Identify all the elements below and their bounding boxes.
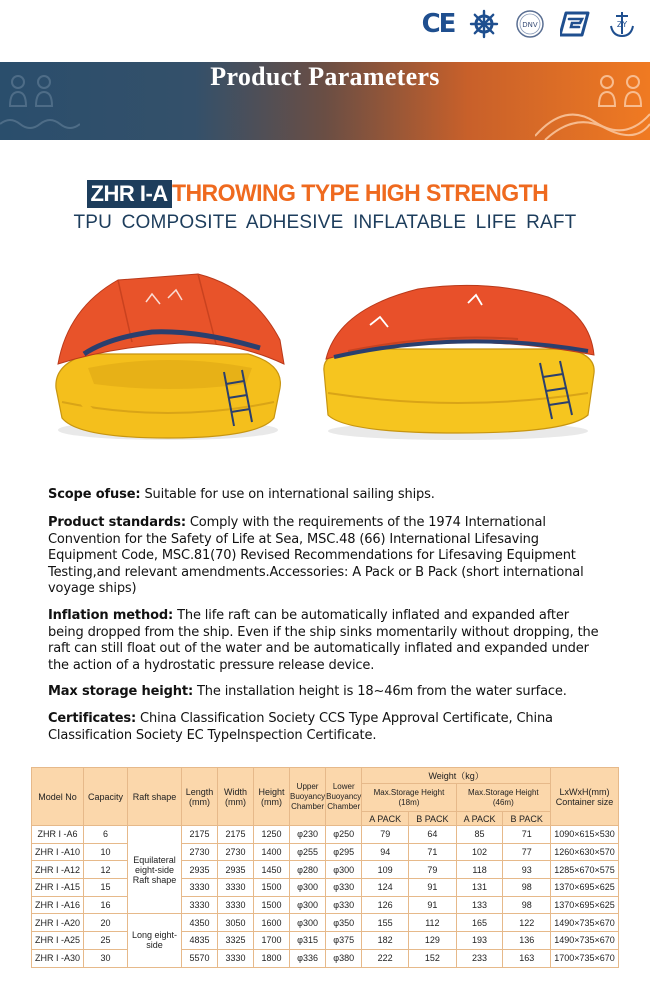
spec-certificates-label: Certificates: [48,711,137,726]
cell-a46: 102 [456,843,503,861]
product-headline [0,180,650,208]
cell-height: 1250 [254,826,290,844]
header-upper-chamber: Upper Buoyancy Chamber [290,768,326,826]
cell-a46: 85 [456,826,503,844]
cell-model: ZHR I -A10 [32,843,84,861]
cell-upper: φ280 [290,861,326,879]
spec-standards-label: Product standards: [48,515,186,530]
cell-b18: 64 [409,826,457,844]
cell-capacity: 16 [84,896,128,914]
cell-height: 1800 [254,949,290,967]
cell-lower: φ350 [326,914,362,932]
spec-scope-label: Scope ofuse: [48,487,141,502]
cell-b46: 98 [503,896,551,914]
header-a-pack-46: A PACK [456,812,503,826]
header-lower-chamber: Lower Buoyancy Chamber [326,768,362,826]
cell-b18: 91 [409,879,457,897]
cell-dims: 1285×670×575 [551,861,619,879]
table-row [32,896,619,914]
cell-dims: 1090×615×530 [551,826,619,844]
spec-standards-text: Comply with the requirements of the 1974 International Convention for the Safety of Life at Sea, MSC.48 (66) International Lifesaving Equipment Code, MSC.81(70) Revised Recommendations for Lifesaving Equipment Testing,and relevant amendments.Accessories: A Pack or B Pack (short international voyage ships) [48,515,584,596]
ships-wheel-icon [468,8,500,40]
cell-height: 1450 [254,861,290,879]
cell-b18: 91 [409,896,457,914]
cell-b46: 71 [503,826,551,844]
cell-model: ZHR I -A25 [32,932,84,950]
cell-lower: φ330 [326,879,362,897]
cell-a46: 233 [456,949,503,967]
cell-length: 4350 [182,914,218,932]
cell-b18: 79 [409,861,457,879]
headline-subtitle: TPU COMPOSITE ADHESIVE INFLATABLE LIFE RAFT [73,212,577,233]
cell-lower: φ300 [326,861,362,879]
cell-height: 1500 [254,879,290,897]
cell-length: 3330 [182,896,218,914]
cell-width: 2175 [218,826,254,844]
cell-model: ZHR I -A30 [32,949,84,967]
cell-b46: 77 [503,843,551,861]
cell-upper: φ300 [290,914,326,932]
spec-inflation-label: Inflation method: [48,608,174,623]
header-weight: Weight（kg） [362,768,551,784]
cell-length: 2175 [182,826,218,844]
header-raft-shape: Raft shape [128,768,182,826]
table-row [32,843,619,861]
header-storage-18m: Max.Storage Height (18m) [362,784,456,812]
spec-standards [48,515,608,598]
cell-a18: 79 [362,826,409,844]
cell-dims: 1260×630×570 [551,843,619,861]
ce-mark-icon [422,8,454,40]
cell-b46: 136 [503,932,551,950]
cell-lower: φ295 [326,843,362,861]
cell-capacity: 20 [84,914,128,932]
table-row [32,879,619,897]
header-b-pack-46: B PACK [503,812,551,826]
cell-model: ZHR I -A20 [32,914,84,932]
headline-title: THROWING TYPE HIGH STRENGTH [171,180,548,207]
header-storage-46m: Max.Storage Height (46m) [456,784,550,812]
cell-width: 2935 [218,861,254,879]
cell-width: 3325 [218,932,254,950]
table-row [32,932,619,950]
cell-lower: φ250 [326,826,362,844]
cell-b46: 98 [503,879,551,897]
spec-inflation-text: The life raft can be automatically inflated and expanded after being dropped from the ship. Even if the ship sinks momentarily without dropping, the raft can still float out of the water and be automatically inflated and expanded under the action of a hydrostatic pressure release device. [48,608,599,673]
spec-storage-height-text: The installation height is 18~46m from the water surface. [196,684,567,699]
cell-upper: φ315 [290,932,326,950]
cell-length: 2730 [182,843,218,861]
cell-model: ZHR I -A16 [32,896,84,914]
cell-height: 1700 [254,932,290,950]
spec-certificates-text: China Classification Society CCS Type Approval Certificate, China Classification Society EC TypeInspection Certificate. [48,711,553,743]
cell-length: 5570 [182,949,218,967]
cell-width: 3330 [218,879,254,897]
header-height: Height (mm) [254,768,290,826]
cell-upper: φ230 [290,826,326,844]
cell-a46: 133 [456,896,503,914]
spec-storage-height [48,684,608,701]
model-tag: ZHR I-A [87,180,172,208]
cell-a18: 222 [362,949,409,967]
cell-a18: 109 [362,861,409,879]
section-banner [0,62,650,140]
cell-b46: 122 [503,914,551,932]
cell-lower: φ380 [326,949,362,967]
ccs-logo-icon [560,8,592,40]
cell-width: 3050 [218,914,254,932]
cell-upper: φ300 [290,896,326,914]
cell-capacity: 15 [84,879,128,897]
header-a-pack-18: A PACK [362,812,409,826]
header-length: Length (mm) [182,768,218,826]
cell-b18: 152 [409,949,457,967]
cell-a18: 126 [362,896,409,914]
dnv-seal-text: DNV [522,21,538,29]
cell-model: ZHR I -A15 [32,879,84,897]
spec-scope-text: Suitable for use on international sailing ships. [144,487,435,502]
header-container-size: LxWxH(mm) Container size [551,768,619,826]
cell-a46: 131 [456,879,503,897]
cell-capacity: 6 [84,826,128,844]
spec-storage-height-label: Max storage height: [48,684,193,699]
cell-width: 2730 [218,843,254,861]
life-raft-photo-right [318,275,598,445]
cell-width: 3330 [218,949,254,967]
cell-length: 3330 [182,879,218,897]
cell-b18: 71 [409,843,457,861]
cell-model: ZHR I -A6 [32,826,84,844]
cell-width: 3330 [218,896,254,914]
cell-dims: 1370×695×625 [551,896,619,914]
cell-a46: 193 [456,932,503,950]
cell-raft-shape: Long eight-side [128,914,182,967]
spec-scope [48,487,608,504]
dnv-seal-icon [514,8,546,40]
cell-capacity: 10 [84,843,128,861]
ce-mark-text: CE [421,9,455,39]
zy-anchor-logo-icon [606,8,638,40]
cell-a18: 94 [362,843,409,861]
cell-raft-shape: Equilateral eight-side Raft shape [128,826,182,914]
cell-b46: 93 [503,861,551,879]
cell-length: 2935 [182,861,218,879]
cell-dims: 1490×735×670 [551,914,619,932]
header-capacity: Capacity [84,768,128,826]
cell-height: 1600 [254,914,290,932]
table-row [32,949,619,967]
cell-b18: 129 [409,932,457,950]
cell-dims: 1370×695×625 [551,879,619,897]
cell-a18: 124 [362,879,409,897]
cell-model: ZHR I -A12 [32,861,84,879]
cell-b18: 112 [409,914,457,932]
table-row [32,914,619,932]
cell-a46: 165 [456,914,503,932]
cell-b46: 163 [503,949,551,967]
cell-a18: 182 [362,932,409,950]
spec-table [31,767,619,968]
cell-height: 1400 [254,843,290,861]
certification-logos [422,8,638,40]
cell-a46: 118 [456,861,503,879]
header-model: Model No [32,768,84,826]
table-row [32,826,619,844]
cell-capacity: 12 [84,861,128,879]
cell-a18: 155 [362,914,409,932]
zy-logo-text: ZY [616,20,628,29]
spec-inflation [48,608,608,674]
header-b-pack-18: B PACK [409,812,457,826]
cell-dims: 1700×735×670 [551,949,619,967]
table-row [32,861,619,879]
cell-dims: 1490×735×670 [551,932,619,950]
cell-lower: φ375 [326,932,362,950]
life-raft-photo-left [48,268,288,448]
cell-upper: φ336 [290,949,326,967]
spec-certificates [48,711,608,744]
cell-capacity: 25 [84,932,128,950]
cell-upper: φ255 [290,843,326,861]
banner-title: Product Parameters [210,62,440,91]
cell-height: 1500 [254,896,290,914]
cell-lower: φ330 [326,896,362,914]
header-width: Width (mm) [218,768,254,826]
cell-upper: φ300 [290,879,326,897]
cell-capacity: 30 [84,949,128,967]
cell-length: 4835 [182,932,218,950]
